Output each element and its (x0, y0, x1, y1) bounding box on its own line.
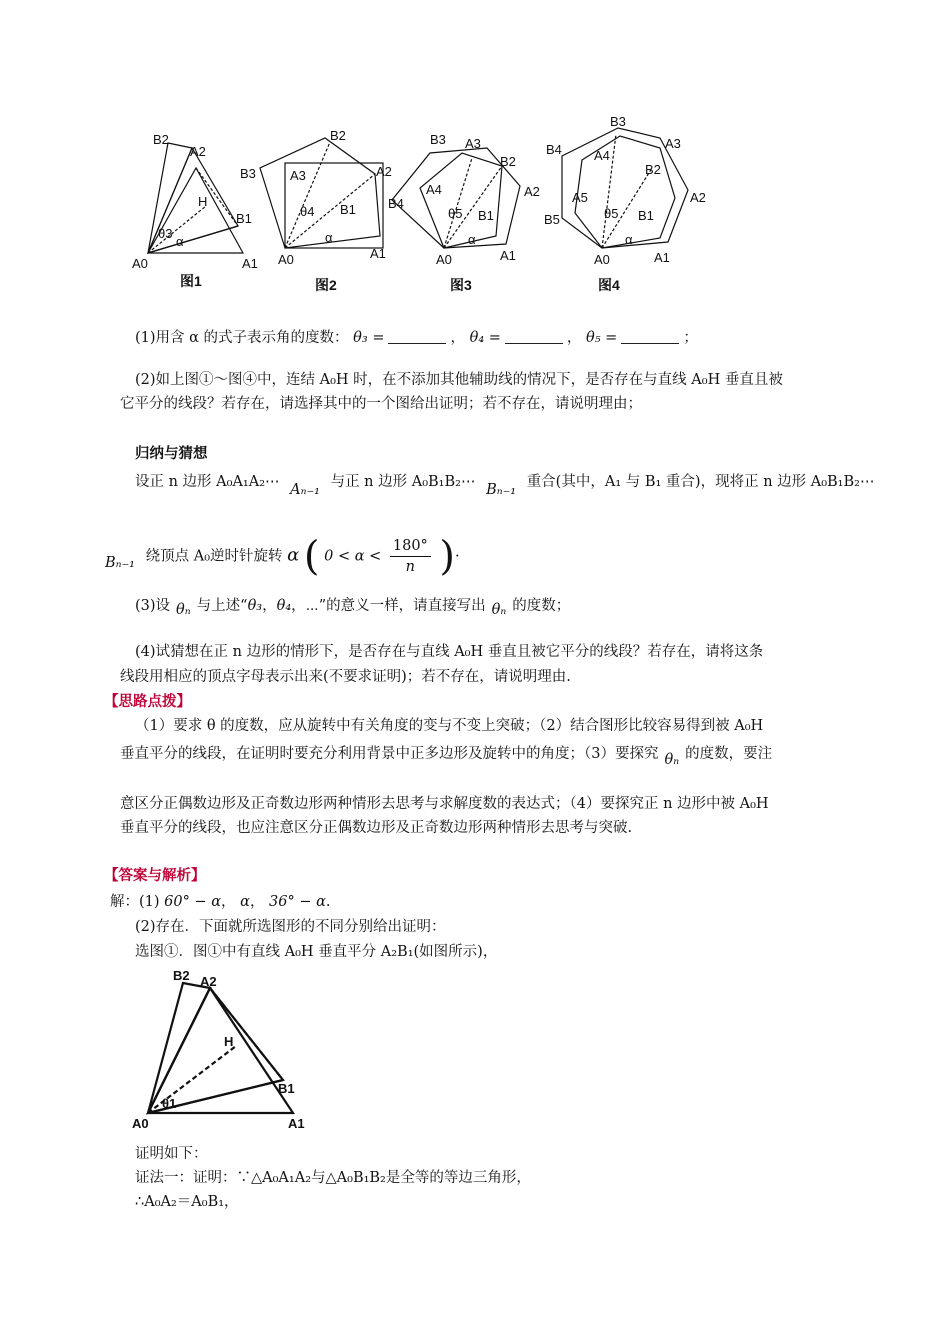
fig4-label-A5: A5 (572, 190, 588, 205)
induction-paren-left: ( (303, 533, 320, 580)
answer-line2: (2)存在．下面就所选图形的不同分别给出证明： (135, 919, 446, 935)
induction-Bn1-2: Bₙ₋₁ (105, 554, 135, 571)
fig4-label-B5: B5 (544, 212, 560, 227)
proof-line1: 证法一：证明：∵△A₀A₁A₂与△A₀B₁B₂是全等的等边三角形， (135, 1170, 531, 1186)
caption-fig1: 图1 (180, 273, 202, 289)
ans-fig-label-H: H (224, 1034, 234, 1049)
figure-2 (260, 138, 383, 248)
q3-text-d: 的度数； (512, 598, 571, 614)
fig2-label-A3: A3 (290, 168, 306, 183)
fig2-label-B3: B3 (240, 166, 256, 181)
fig4-label-B1: B1 (638, 208, 654, 223)
fig2-label-A1: A1 (370, 246, 386, 261)
hint-line4: 垂直平分的线段，也应注意区分正偶数边形及正奇数边形两种情形去思考与突破. (120, 820, 633, 836)
ans-fig-label-B1: B1 (278, 1081, 295, 1096)
ans-fig-label-theta1: θ1 (162, 1096, 177, 1111)
induction-paren-right: ) (439, 533, 456, 580)
q1-line (135, 328, 698, 348)
proof-title: 证明如下： (135, 1146, 208, 1162)
induction-An1: Aₙ₋₁ (290, 482, 320, 498)
answer-line1 (110, 892, 331, 912)
proof-line2: ∴A₀A₂＝A₀B₁， (135, 1194, 239, 1210)
q4-line2: 线段用相应的顶点字母表示出来(不要求证明)；若不存在，请说明理由. (120, 669, 571, 685)
fig2-label-alpha: α (325, 230, 333, 245)
q1-theta3: θ₃ = (353, 330, 385, 346)
answer-sep-2: ， (249, 894, 265, 910)
fig3-label-B4: B4 (388, 196, 404, 211)
answer-value-1: 60° − α (164, 894, 222, 910)
fig3-label-A2: A2 (524, 184, 540, 199)
fig3-label-A3: A3 (465, 136, 481, 151)
answer-value-2: α (240, 894, 250, 910)
q3-text-c: ，⋯”的意义一样，请直接写出 (291, 598, 486, 614)
fig4-label-B3: B3 (610, 114, 626, 129)
induction-alpha: α (287, 544, 300, 566)
fig1-label-A1: A1 (242, 256, 258, 271)
induction-text-1c: 重合(其中，A₁ 与 B₁ 重合)，现将正 n 边形 A₀B₁B₂⋯ (526, 474, 875, 490)
induction-dot: · (455, 548, 460, 565)
induction-fraction (390, 536, 431, 577)
q3-text-a: (3)设 (135, 598, 171, 614)
hint-line3: 意区分正偶数边形及正奇数边形两种情形去思考与求解度数的表达式；（4）要探究正 n 边形中被 A₀H (120, 796, 769, 812)
q2-line1: (2)如上图①～图④中，连结 A₀H 时，在不添加其他辅助线的情况下，是否存在与直线 A₀H 垂直且被 (135, 372, 783, 388)
fig2-label-A2: A2 (376, 164, 392, 179)
caption-fig2: 图2 (315, 277, 337, 293)
fig4-label-A3: A3 (665, 136, 681, 151)
q3-theta3: θ₃ (247, 598, 263, 614)
q3-sep: ， (262, 598, 277, 614)
hint-line1: （1）要求 θ 的度数，应从旋转中有关角度的变与不变上突破；（2）结合图形比较容易得到被 A₀H (135, 718, 764, 734)
q2-line2: 它平分的线段？若存在，请选择其中的一个图给出证明；若不存在，请说明理由； (120, 396, 642, 412)
fig2-label-A0: A0 (278, 252, 294, 267)
q1-comma-1: ， (450, 330, 465, 346)
fig3-label-B2: B2 (500, 154, 516, 169)
hint-thetan: θₙ (664, 752, 680, 768)
answer-value-3: 36° − α (269, 894, 326, 910)
fig4-label-B4: B4 (546, 142, 562, 157)
q3-theta4: θ₄ (276, 598, 292, 614)
ans-fig-label-A2: A2 (200, 974, 217, 989)
q3-line (135, 596, 570, 616)
q1-comma-2: ， (566, 330, 582, 346)
fig1-label-A2: A2 (190, 144, 206, 159)
hint-text-2b: 的度数，要注 (685, 746, 773, 762)
induction-inequality: 0 < α < (324, 548, 382, 565)
hint-text-2a: 垂直平分的线段，在证明时要充分利用背景中正多边形及旋转中的角度；（3）要探究 (120, 746, 659, 762)
induction-text-1b: 与正 n 边形 A₀B₁B₂⋯ (330, 474, 476, 490)
answer-line3: 选图①．图①中有直线 A₀H 垂直平分 A₂B₁(如图所示)， (135, 944, 498, 960)
fig2-label-theta4: θ4 (300, 204, 315, 219)
fig4-label-A0: A0 (594, 252, 610, 267)
figures-row (120, 108, 720, 298)
ans-fig-label-A1: A1 (288, 1116, 305, 1131)
fig1-label-B1: B1 (236, 211, 252, 226)
ans-fig-label-B2: B2 (173, 968, 190, 983)
fig3-label-theta5: θ5 (448, 206, 463, 221)
fig3-label-A1: A1 (500, 248, 516, 263)
fig4-label-B2: B2 (645, 162, 661, 177)
q1-theta4: θ₄ = (469, 330, 501, 346)
fig3-label-A0: A0 (436, 252, 452, 267)
q1-text: (1)用含 α 的式子表示角的度数： (135, 330, 349, 346)
fig1-label-B2: B2 (153, 132, 169, 147)
fig4-label-theta: θ5 (604, 206, 619, 221)
answer-prefix: 解：(1) (110, 894, 160, 910)
caption-fig3: 图3 (450, 277, 472, 293)
fig4-label-A4: A4 (594, 148, 610, 163)
induction-text-2b: 绕顶点 A₀逆时针旋转 (145, 548, 283, 565)
induction-line1 (135, 472, 875, 498)
induction-line2 (105, 533, 460, 580)
fig2-label-B2: B2 (330, 128, 346, 143)
hint-title: 【思路点拨】 (104, 693, 191, 710)
fig1-label-A0: A0 (132, 256, 148, 271)
induction-title: 归纳与猜想 (135, 445, 208, 462)
fig4-label-A1: A1 (654, 250, 670, 265)
fig4-label-A2: A2 (690, 190, 706, 205)
q3-thetan: θₙ (176, 602, 191, 618)
fig1-label-theta3: θ3 (158, 226, 173, 241)
q1-end: ； (683, 330, 698, 346)
caption-fig4: 图4 (598, 277, 620, 293)
q1-blank-2[interactable] (505, 333, 563, 344)
answer-title: 【答案与解析】 (104, 867, 206, 884)
q1-blank-1[interactable] (388, 333, 446, 344)
q1-theta5: θ₅ = (586, 330, 618, 346)
fig1-label-alpha: α (176, 234, 184, 249)
q4-line1: (4)试猜想在正 n 边形的情形下，是否存在与直线 A₀H 垂直且被它平分的线段？若存在，请将这条 (135, 644, 764, 660)
fig4-label-alpha: α (625, 232, 633, 247)
ans-fig-label-A0: A0 (132, 1116, 149, 1131)
fig3-label-B3: B3 (430, 132, 446, 147)
q1-blank-3[interactable] (621, 333, 679, 344)
answer-figure (128, 968, 318, 1133)
fig3-label-A4: A4 (426, 182, 442, 197)
q3-text-b: 与上述“ (196, 598, 248, 614)
fig3-label-B1: B1 (478, 208, 494, 223)
fig1-label-H: H (198, 194, 208, 209)
fraction-numerator: 180° (390, 536, 431, 557)
fraction-denominator: n (405, 559, 416, 575)
induction-Bn1: Bₙ₋₁ (486, 482, 517, 498)
induction-text-1a: 设正 n 边形 A₀A₁A₂⋯ (135, 474, 280, 490)
fig2-label-B1: B1 (340, 202, 356, 217)
answer-sep-1: ， (221, 894, 236, 910)
hint-line2 (120, 744, 773, 768)
answer-end: . (325, 894, 331, 910)
fig3-label-alpha: α (468, 232, 476, 247)
q3-thetan-2: θₙ (491, 602, 507, 618)
